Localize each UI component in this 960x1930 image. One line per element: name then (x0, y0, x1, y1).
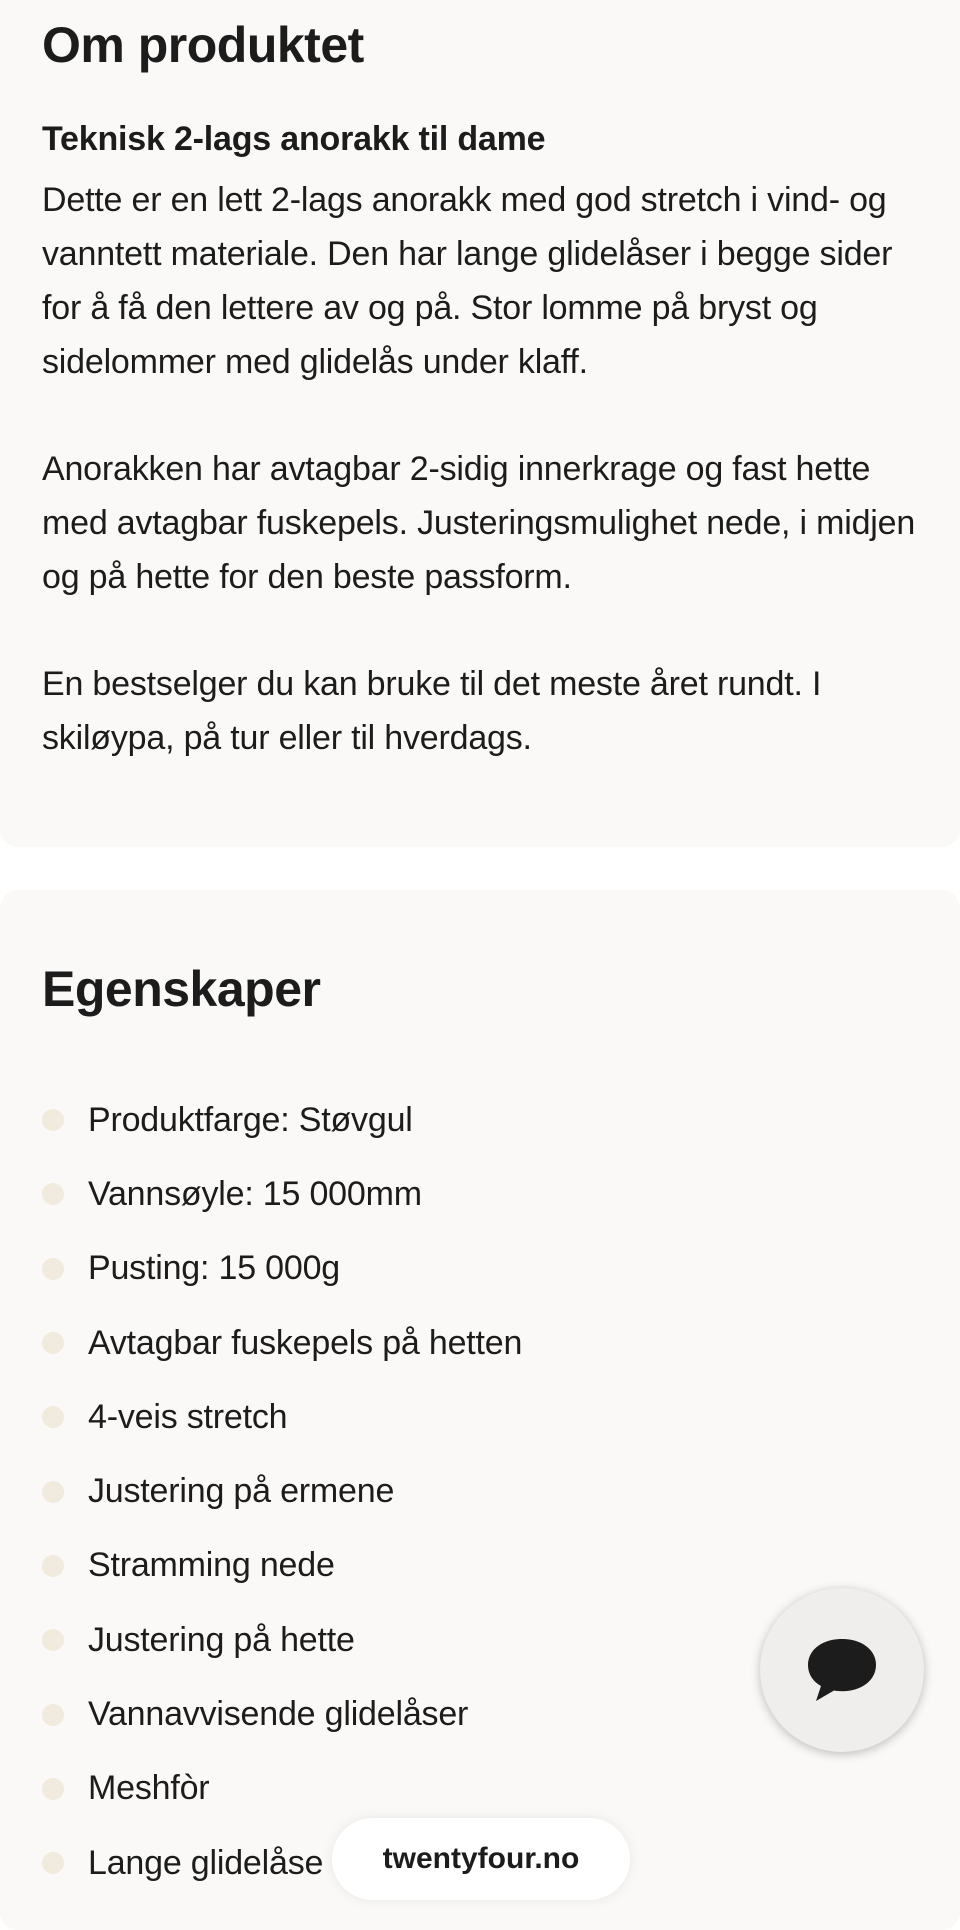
properties-section (0, 890, 960, 1930)
property-label: Avtagbar fuskepels på hetten (88, 1323, 523, 1362)
bullet-dot-icon (42, 1183, 64, 1205)
browser-url-text: twentyfour.no (382, 1842, 580, 1875)
property-label: Stramming nede (88, 1546, 335, 1585)
bullet-dot-icon (42, 1109, 64, 1131)
about-product-section (0, 0, 960, 847)
properties-title: Egenskaper (42, 961, 321, 1017)
bullet-dot-icon (42, 1258, 64, 1280)
bullet-dot-icon (42, 1555, 64, 1577)
bullet-dot-icon (42, 1406, 64, 1428)
chat-button[interactable] (760, 1588, 924, 1752)
property-label: Vannsøyle: 15 000mm (88, 1174, 422, 1213)
description-paragraph: Anorakken har avtagbar 2-sidig innerkrage og fast hette med avtagbar fuskepels. Justeringsmulighet nede, i midjen og på hette for den beste passform. (42, 450, 916, 596)
about-product-title: Om produktet (42, 17, 364, 73)
property-label: Vannavvisende glidelåser (88, 1695, 469, 1734)
property-label: Justering på ermene (88, 1472, 395, 1511)
browser-url-bar[interactable] (332, 1818, 630, 1900)
property-label: Produktfarge: Støvgul (88, 1100, 413, 1139)
product-subtitle: Teknisk 2-lags anorakk til dame (42, 120, 546, 158)
property-label: Justering på hette (88, 1620, 355, 1659)
bullet-dot-icon (42, 1778, 64, 1800)
description-paragraph: En bestselger du kan bruke til det meste året rundt. I skiløypa, på tur eller til hverdags. (42, 665, 822, 757)
chat-bubble-icon (804, 1635, 880, 1705)
property-label: Meshfòr (88, 1769, 210, 1808)
description-paragraph: Dette er en lett 2-lags anorakk med god stretch i vind- og vanntett materiale. Den har lange glidelåser i begge sider for å få den lettere av og på. Stor lomme på bryst og sidelommer med glidelås under klaff. (42, 181, 893, 381)
bullet-dot-icon (42, 1852, 64, 1874)
bullet-dot-icon (42, 1332, 64, 1354)
bullet-dot-icon (42, 1704, 64, 1726)
property-label: 4-veis stretch (88, 1397, 288, 1436)
bullet-dot-icon (42, 1629, 64, 1651)
bullet-dot-icon (42, 1481, 64, 1503)
property-label: Lange glidelåse (88, 1843, 324, 1882)
property-label: Pusting: 15 000g (88, 1249, 340, 1288)
